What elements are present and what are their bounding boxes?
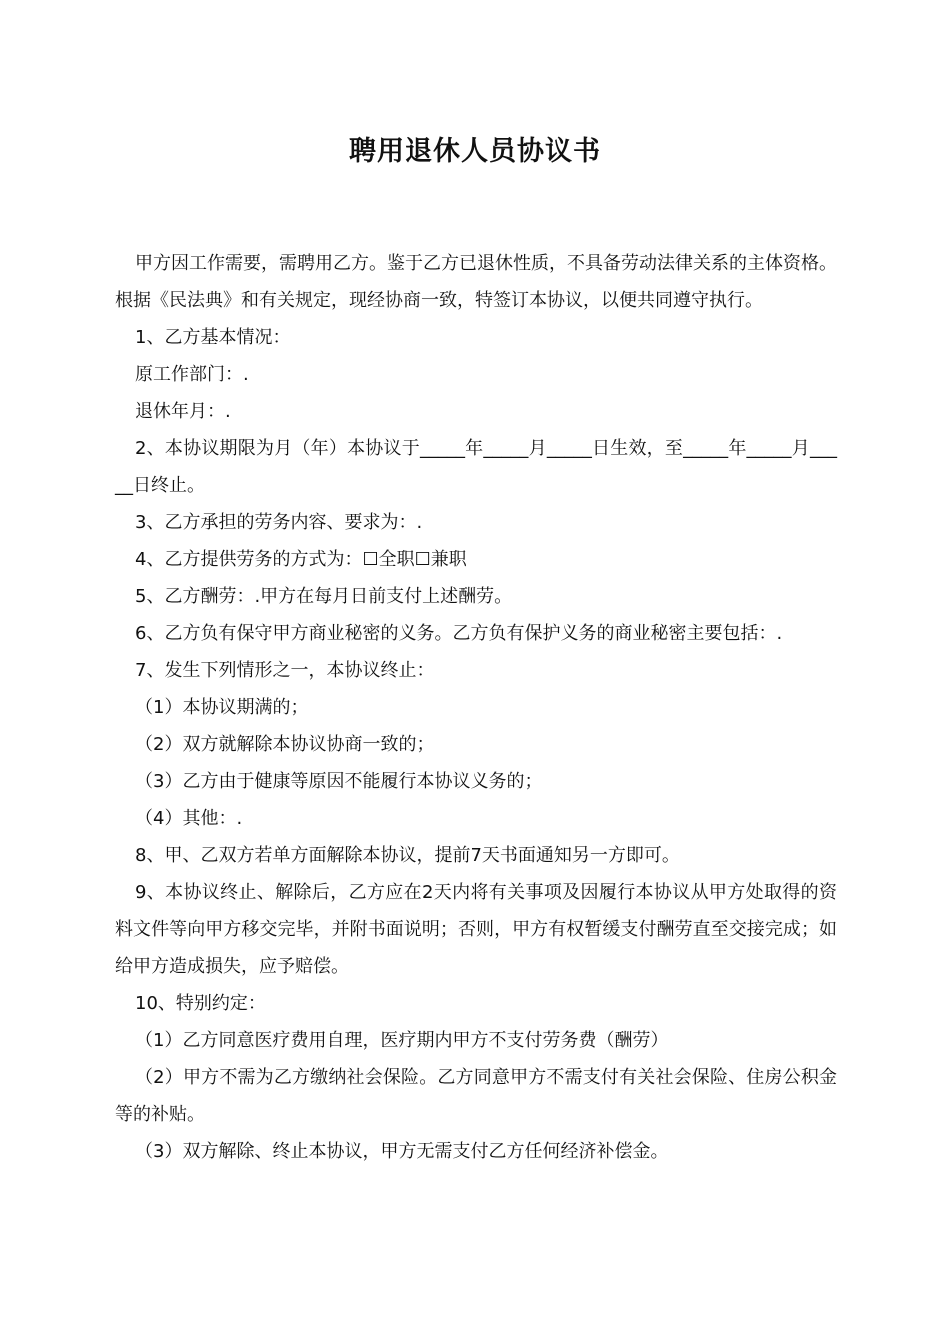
clause-7-item-3: （3）乙方由于健康等原因不能履行本协议义务的； bbox=[135, 771, 543, 792]
clause-10-item-3: （3）双方解除、终止本协议，甲方无需支付乙方任何经济补偿金。 bbox=[135, 1141, 669, 1162]
clause-5-pay: 5、乙方酬劳：.甲方在每月日前支付上述酬劳。 bbox=[135, 586, 513, 607]
clause-7-item-2: （2）双方就解除本协议协商一致的； bbox=[135, 734, 435, 755]
clause-8-unilateral: 8、甲、乙双方若单方面解除本协议，提前7天书面通知另一方即可。 bbox=[135, 845, 680, 866]
document-title: 聘用退休人员协议书 bbox=[349, 136, 601, 167]
clause-4-work-mode: 4、乙方提供劳务的方式为：☐全职☐兼职 bbox=[135, 549, 467, 570]
clause-2-term: 2、本协议期限为月（年）本协议于_____年_____月_____日生效，至_____年_____月_____日终止。 bbox=[115, 438, 837, 496]
clause-6-confidentiality: 6、乙方负有保守甲方商业秘密的义务。乙方负有保护义务的商业秘密主要包括：. bbox=[135, 623, 783, 644]
clause-3-duties: 3、乙方承担的劳务内容、要求为：. bbox=[135, 512, 423, 533]
original-department-line: 原工作部门：. bbox=[135, 364, 249, 385]
clause-1-heading: 1、乙方基本情况： bbox=[135, 327, 291, 348]
clause-7-item-4: （4）其他：. bbox=[135, 808, 243, 829]
clause-7-termination: 7、发生下列情形之一，本协议终止： bbox=[135, 660, 435, 681]
clause-10-heading: 10、特别约定： bbox=[135, 993, 266, 1014]
clause-7-item-1: （1）本协议期满的； bbox=[135, 697, 309, 718]
intro-paragraph: 甲方因工作需要，需聘用乙方。鉴于乙方已退休性质，不具备劳动法律关系的主体资格。根据《民法典》和有关规定，现经协商一致，特签订本协议，以便共同遵守执行。 bbox=[115, 253, 837, 311]
document-body bbox=[115, 245, 837, 1170]
clause-9-handover: 9、本协议终止、解除后，乙方应在2天内将有关事项及因履行本协议从甲方处取得的资料文件等向甲方移交完毕，并附书面说明；否则，甲方有权暂缓支付酬劳直至交接完成；如给甲方造成损失，应予赔偿。 bbox=[115, 882, 837, 977]
clause-10-item-1: （1）乙方同意医疗费用自理，医疗期内甲方不支付劳务费（酬劳） bbox=[135, 1030, 669, 1051]
retirement-date-line: 退休年月：. bbox=[135, 401, 231, 422]
clause-10-item-2: （2）甲方不需为乙方缴纳社会保险。乙方同意甲方不需支付有关社会保险、住房公积金等的补贴。 bbox=[115, 1067, 837, 1125]
